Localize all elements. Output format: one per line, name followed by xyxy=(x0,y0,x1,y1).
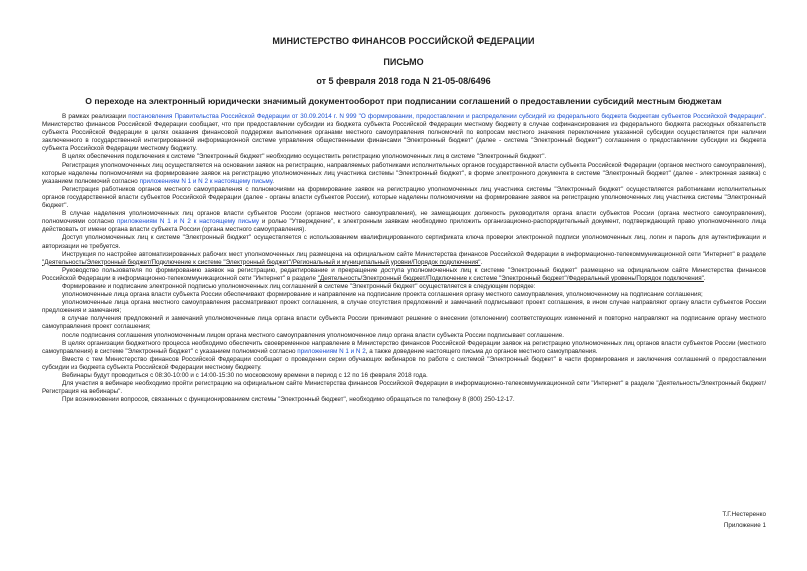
paragraph: Вебинары будут проводиться с 08:30-10:00 и с 14:00-15:30 по московскому времени в период с 12 по 16 февраля 2018 года. xyxy=(62,372,428,379)
appendix-label: Приложение 1 xyxy=(723,522,766,529)
paragraph: Для участия в вебинаре необходимо пройти регистрацию на официальном сайте Министерства финансов Российской Федерации в информационно-телекоммуникационной сети "Интернет" в разделе "Деятельность/Электронный бюджет/Регистрация на вебинары". xyxy=(42,380,766,396)
document-title: О переходе на электронный юридически значимый документооборот при подписании соглашений о предоставлении субсидий местным бюджетам xyxy=(85,96,722,106)
paragraph: в случае получения предложений и замечаний уполномоченные лица органа власти субъекта России принимают решение о внесении (отклонении) соответствующих изменений и повторно направляют на подписание органу местного самоуправления проект соглашения; xyxy=(42,315,766,331)
paragraph: В целях организации бюджетного процесса необходимо обеспечить своевременное направление в Министерство финансов Российской Федерации заявок на регистрацию уполномоченных лиц органов власти субъектов России (местного самоуправления) в системе "Электронный бюджет" с указанием полномочий согласно приложениям N 1 и N 2, а также доведение настоящего письма до органов местного самоуправления. xyxy=(42,339,766,355)
appendix-1-2-link[interactable]: приложениям N 1 и N 2 к настоящему письму xyxy=(139,177,273,185)
appendix-1-2-link[interactable]: приложениям N 1 и N 2 xyxy=(297,347,366,355)
paragraph: В целях обеспечения подключения к системе "Электронный бюджет" необходимо осуществить регистрацию уполномоченных лиц в системе "Электронный бюджет". xyxy=(62,153,547,161)
federal-connection-link[interactable]: "Деятельность/Электронный бюджет/Подключение к системе "Электронный бюджет"/Федеральный уровень/Порядок подключения" xyxy=(317,274,704,282)
paragraph: При возникновении вопросов, связанных с функционированием системы "Электронный бюджет", необходимо обращаться по телефону 8 (800) 250-12-17. xyxy=(62,396,515,404)
paragraph: после подписания соглашения уполномоченным лицом органа местного самоуправления уполномоченное лицо органа власти субъекта России подписывает соглашение. xyxy=(62,331,565,339)
paragraph: Руководство пользователя по формированию заявок на регистрацию, редактирование и прекращение доступа уполномоченных лиц к системе "Электронный бюджет" размещено на официальном сайте Министерства финансов Российской Федерации в информационно-телекоммуникационной сети "Интернет" в разделе "Деятельность/Электронный бюджет/Подключение к системе "Электронный бюджет"/Федеральный уровень/Порядок подключения". xyxy=(42,266,766,282)
paragraph: В случае наделения уполномоченных лиц органов власти субъектов России (органов местного самоуправления), не замещающих должность руководителя органа власти субъектов России (органа местного самоуправления), полномочиями согласно приложениям N 1 и N 2 к настоящему письму и ролью "Утверждение", к электронным заявкам необходимо приложить организационно-распорядительный документ, подтверждающий право уполномоченного лица действовать от имени органа власти субъекта России (органа местного самоуправления). xyxy=(42,210,766,234)
paragraph: В рамках реализации постановления Правительства Российской Федерации от 30.09.2014 г. N 999 "О формировании, предоставлении и распределении субсидий из федерального бюджета бюджетам субъектов Российской Федерации". Министерство финансов Российской Федерации сообщает, что при предоставлении субсидии из бюджета субъекта Российской Федерации местному бюджету в случае софинансирования из федерального бюджета расходных обязательств субъекта Российской Федерации в целях оказания финансовой поддержки выполнения органами местного самоуправления полномочий по вопросам местного значения переключение указанной субсидии осуществляется при наличии заключенного в государственной интегрированной информационной системе управления общественными финансами "Электронный бюджет" (далее - система "Электронный бюджет") соглашения о предоставлении субсидии из бюджета субъекта Российской Федерации местному бюджету. xyxy=(42,113,766,153)
document-date-number: от 5 февраля 2018 года N 21-05-08/6496 xyxy=(316,76,491,86)
appendix-1-2-link[interactable]: приложениям N 1 и N 2 к настоящему письму xyxy=(117,218,259,226)
document-type: ПИСЬМО xyxy=(383,57,424,67)
regional-connection-link[interactable]: "Деятельность/Электронный бюджет/Подключение к системе "Электронный бюджет"/Региональный и муниципальный уровни/Порядок подключения" xyxy=(42,258,481,266)
paragraph: Регистрация уполномоченных лиц осуществляется на основании заявок на регистрацию, направляемых работниками исполнительных органов государственной власти субъекта Российской Федерации (органов местного самоуправления), которые наделены полномочиями на формирование заявок на регистрацию уполномоченных лиц участника системы "Электронный бюджет", в форме электронного документа в системе "Электронный бюджет" (далее - электронная заявка) с указанием полномочий согласно приложениям N 1 и N 2 к настоящему письму. xyxy=(42,161,766,185)
paragraph: Вместе с тем Министерство финансов Российской Федерации сообщает о проведении серии обучающих вебинаров по работе с системой "Электронный бюджет" в части формирования и заключения соглашений о предоставлении субсидии из бюджета субъекта Российской Федерации местному бюджету. xyxy=(42,355,766,371)
paragraph: уполномоченные лица органа местного самоуправления рассматривают проект соглашения, в случае отсутствия предложений и замечаний подписывают проект соглашения, в ином случае направляют органу власти субъектов России предложения и замечания; xyxy=(42,299,766,315)
paragraph: Инструкция по настройке автоматизированных рабочих мест уполномоченных лиц размещена на официальном сайте Министерства финансов Российской Федерации в информационно-телекоммуникационной сети "Интернет" в разделе "Деятельность/Электронный бюджет/Подключение к системе "Электронный бюджет"/Региональный и муниципальный уровни/Порядок подключения". xyxy=(42,250,766,266)
paragraph: Формирование и подписание электронной подписью уполномоченных лиц соглашений в системе "Электронный бюджет" осуществляется в следующем порядке: xyxy=(62,282,536,290)
paragraph: Регистрация работников органов местного самоуправления с полномочиями на формирование заявок на регистрацию уполномоченных лиц участника системы "Электронный бюджет" осуществляется работниками исполнительных органов государственной власти субъектов Российской Федерации (далее - органы власти субъектов России), которые наделены полномочиями на формирование заявок на регистрацию уполномоченных лиц участника системы "Электронный бюджет". xyxy=(42,185,766,210)
signature: Т.Г.Нестеренко xyxy=(722,511,766,518)
paragraph: уполномоченные лица органа власти субъекта России обеспечивают формирование и направление на подписание проекта соглашения органу местного самоуправления, уполномоченному на подписание соглашения; xyxy=(62,291,703,299)
ministry-heading: МИНИСТЕРСТВО ФИНАНСОВ РОССИЙСКОЙ ФЕДЕРАЦИИ xyxy=(272,36,535,46)
resolution-999-link[interactable]: постановления Правительства Российской Федерации от 30.09.2014 г. N 999 "О формировании, предоставлении и распределении субсидий из федерального бюджета бюджетам субъектов Российской Федерации" xyxy=(128,113,765,120)
document-body xyxy=(42,113,766,404)
paragraph: Доступ уполномоченных лиц к системе "Электронный бюджет" осуществляется с использованием квалифицированного сертификата ключа проверки электронной подписи уполномоченных лиц, логин и пароль для аутентификации и авторизации не требуется. xyxy=(42,234,766,250)
